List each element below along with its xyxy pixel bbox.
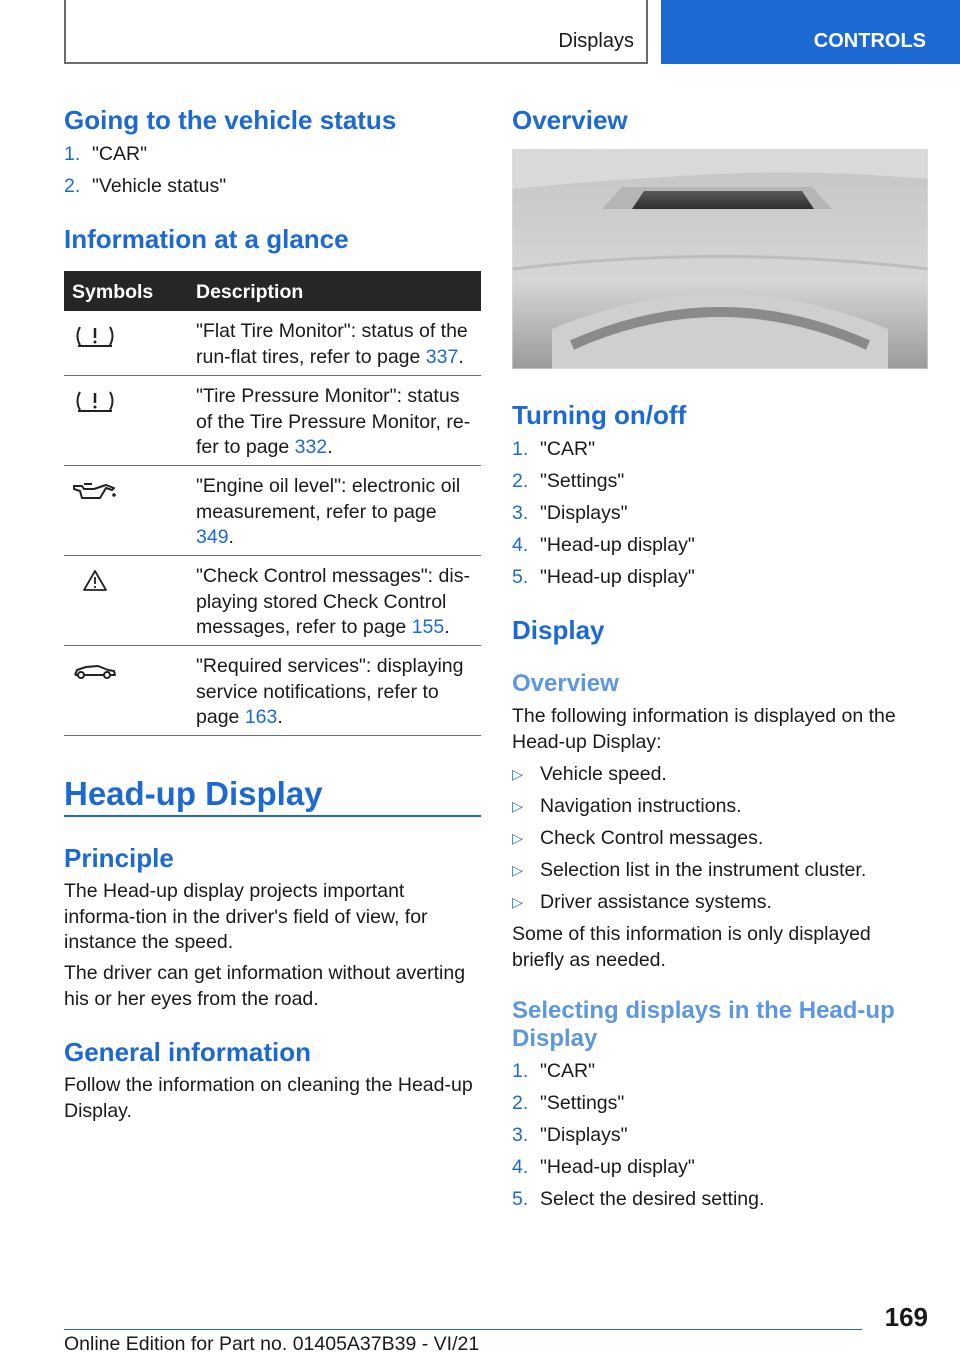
description-text: "Tire Pressure Monitor": status of the Tire Pressure Monitor, re-fer to page (196, 385, 471, 458)
table-header (64, 271, 481, 311)
step-number: 1. (64, 143, 81, 165)
display-heading: Display (512, 615, 605, 645)
general-info-heading: General information (64, 1037, 312, 1067)
step-number: 4. (512, 1156, 529, 1178)
selecting-heading: Selecting displays in the Head-up Display (512, 997, 895, 1052)
step-text: "Settings" (540, 1092, 625, 1114)
engine-oil-icon (70, 478, 120, 504)
step-number: 1. (512, 438, 529, 460)
list-item (512, 790, 928, 822)
step-number: 5. (512, 566, 529, 588)
description-end: . (458, 345, 464, 368)
row-description (196, 556, 481, 651)
principle-heading: Principle (64, 843, 174, 873)
vehicle-status-steps (64, 138, 481, 202)
bullet-text: Selection list in the instrument cluster. (540, 859, 867, 881)
page-link[interactable]: 349 (196, 526, 229, 548)
list-item (512, 497, 928, 529)
list-item (64, 170, 481, 202)
step-number: 5. (512, 1188, 529, 1210)
description-end: . (444, 616, 450, 638)
step-text: "CAR" (540, 1060, 596, 1082)
turning-steps (512, 433, 928, 593)
step-number: 2. (512, 1092, 529, 1114)
list-item (512, 822, 928, 854)
step-text: "Displays" (540, 502, 628, 524)
bullet-text: Driver assistance systems. (540, 891, 772, 913)
principle-paragraph-1: The Head-up display projects important informa-tion in the driver's field of view, for instance the speed. (64, 880, 428, 953)
step-text: "Displays" (540, 1124, 628, 1146)
bullet-glyph: ▷ (512, 862, 523, 878)
description-text: "Engine oil level": electronic oil measurement, refer to page (196, 475, 461, 523)
row-description (196, 466, 481, 561)
row-description (196, 646, 481, 741)
list-item (512, 886, 928, 918)
step-number: 1. (512, 1060, 529, 1082)
table-row (64, 646, 481, 736)
warning-triangle-icon (70, 568, 120, 594)
list-item (512, 433, 928, 465)
footer-edition: Online Edition for Part no. 01405A37B39 - VI/21 (64, 1333, 480, 1355)
list-item (64, 138, 481, 170)
step-number: 2. (64, 175, 81, 197)
display-bullets (512, 758, 928, 918)
tire-pressure-warning-icon (70, 388, 120, 414)
list-item (512, 758, 928, 790)
step-text: "Head-up display" (540, 1156, 695, 1178)
symbols-table (64, 271, 481, 736)
hud-heading: Head-up Display (64, 775, 323, 812)
turning-heading: Turning on/off (512, 400, 687, 430)
list-item (512, 1119, 928, 1151)
list-item (512, 854, 928, 886)
bullet-glyph: ▷ (512, 830, 523, 846)
header-chapter-tab[interactable]: CONTROLS (661, 0, 960, 64)
page-link[interactable]: 155 (411, 616, 445, 638)
page-link[interactable]: 332 (294, 436, 328, 458)
bullet-glyph: ▷ (512, 798, 523, 814)
list-item (512, 1087, 928, 1119)
step-text: "Head-up display" (540, 534, 695, 556)
page-link[interactable]: 337 (425, 345, 459, 368)
step-text: "Vehicle status" (92, 175, 227, 197)
description-end: . (228, 526, 234, 548)
description-text: "Check Control messages": dis-playing stored Check Control messages, refer to page (196, 565, 470, 638)
general-info-paragraph: Follow the information on cleaning the Head-up Display. (64, 1074, 473, 1122)
row-description (196, 376, 481, 471)
flat-tire-warning-icon (70, 323, 120, 349)
overview-heading: Overview (512, 105, 628, 135)
step-text: Select the desired setting. (540, 1188, 765, 1210)
head-up-display-photo (512, 149, 928, 369)
header-frame (64, 0, 648, 64)
footer-rule (64, 1329, 862, 1330)
display-overview-subheading: Overview (512, 670, 619, 697)
selecting-steps (512, 1055, 928, 1215)
list-item (512, 529, 928, 561)
table-row (64, 556, 481, 646)
description-end: . (277, 706, 283, 728)
table-row (64, 311, 481, 376)
list-item (512, 1183, 928, 1215)
step-number: 3. (512, 502, 529, 524)
bullet-glyph: ▷ (512, 766, 523, 782)
step-text: "CAR" (92, 143, 148, 165)
table-row (64, 466, 481, 556)
step-text: "Head-up display" (540, 566, 695, 588)
heading-underline (64, 815, 481, 817)
list-item (512, 1055, 928, 1087)
page-number: 169 (884, 1302, 928, 1332)
step-text: "Settings" (540, 470, 625, 492)
list-item (512, 465, 928, 497)
bullet-text: Navigation instructions. (540, 795, 742, 817)
bullet-text: Check Control messages. (540, 827, 764, 849)
display-intro: The following information is displayed on the Head-up Display: (512, 705, 896, 753)
display-note: Some of this information is only displayed briefly as needed. (512, 923, 871, 971)
glance-heading: Information at a glance (64, 224, 349, 254)
page-link[interactable]: 163 (244, 706, 278, 728)
description-text: "Flat Tire Monitor": status of the run-flat tires, refer to page (196, 320, 468, 368)
step-number: 3. (512, 1124, 529, 1146)
list-item (512, 1151, 928, 1183)
table-row (64, 376, 481, 466)
description-end: . (327, 436, 333, 458)
vehicle-status-heading: Going to the vehicle status (64, 105, 397, 135)
bullet-text: Vehicle speed. (540, 763, 667, 785)
description-text: "Required services": displaying service notifications, refer to page (196, 655, 464, 728)
header-section-title: Displays (558, 30, 634, 52)
step-number: 2. (512, 470, 529, 492)
list-item (512, 561, 928, 593)
service-car-icon (70, 658, 120, 684)
bullet-glyph: ▷ (512, 894, 523, 910)
step-text: "CAR" (540, 438, 596, 460)
principle-paragraph-2: The driver can get information without averting his or her eyes from the road. (64, 962, 466, 1010)
row-description (196, 311, 481, 380)
column-header-symbols: Symbols (72, 281, 154, 303)
step-number: 4. (512, 534, 529, 556)
column-header-description: Description (196, 281, 304, 303)
